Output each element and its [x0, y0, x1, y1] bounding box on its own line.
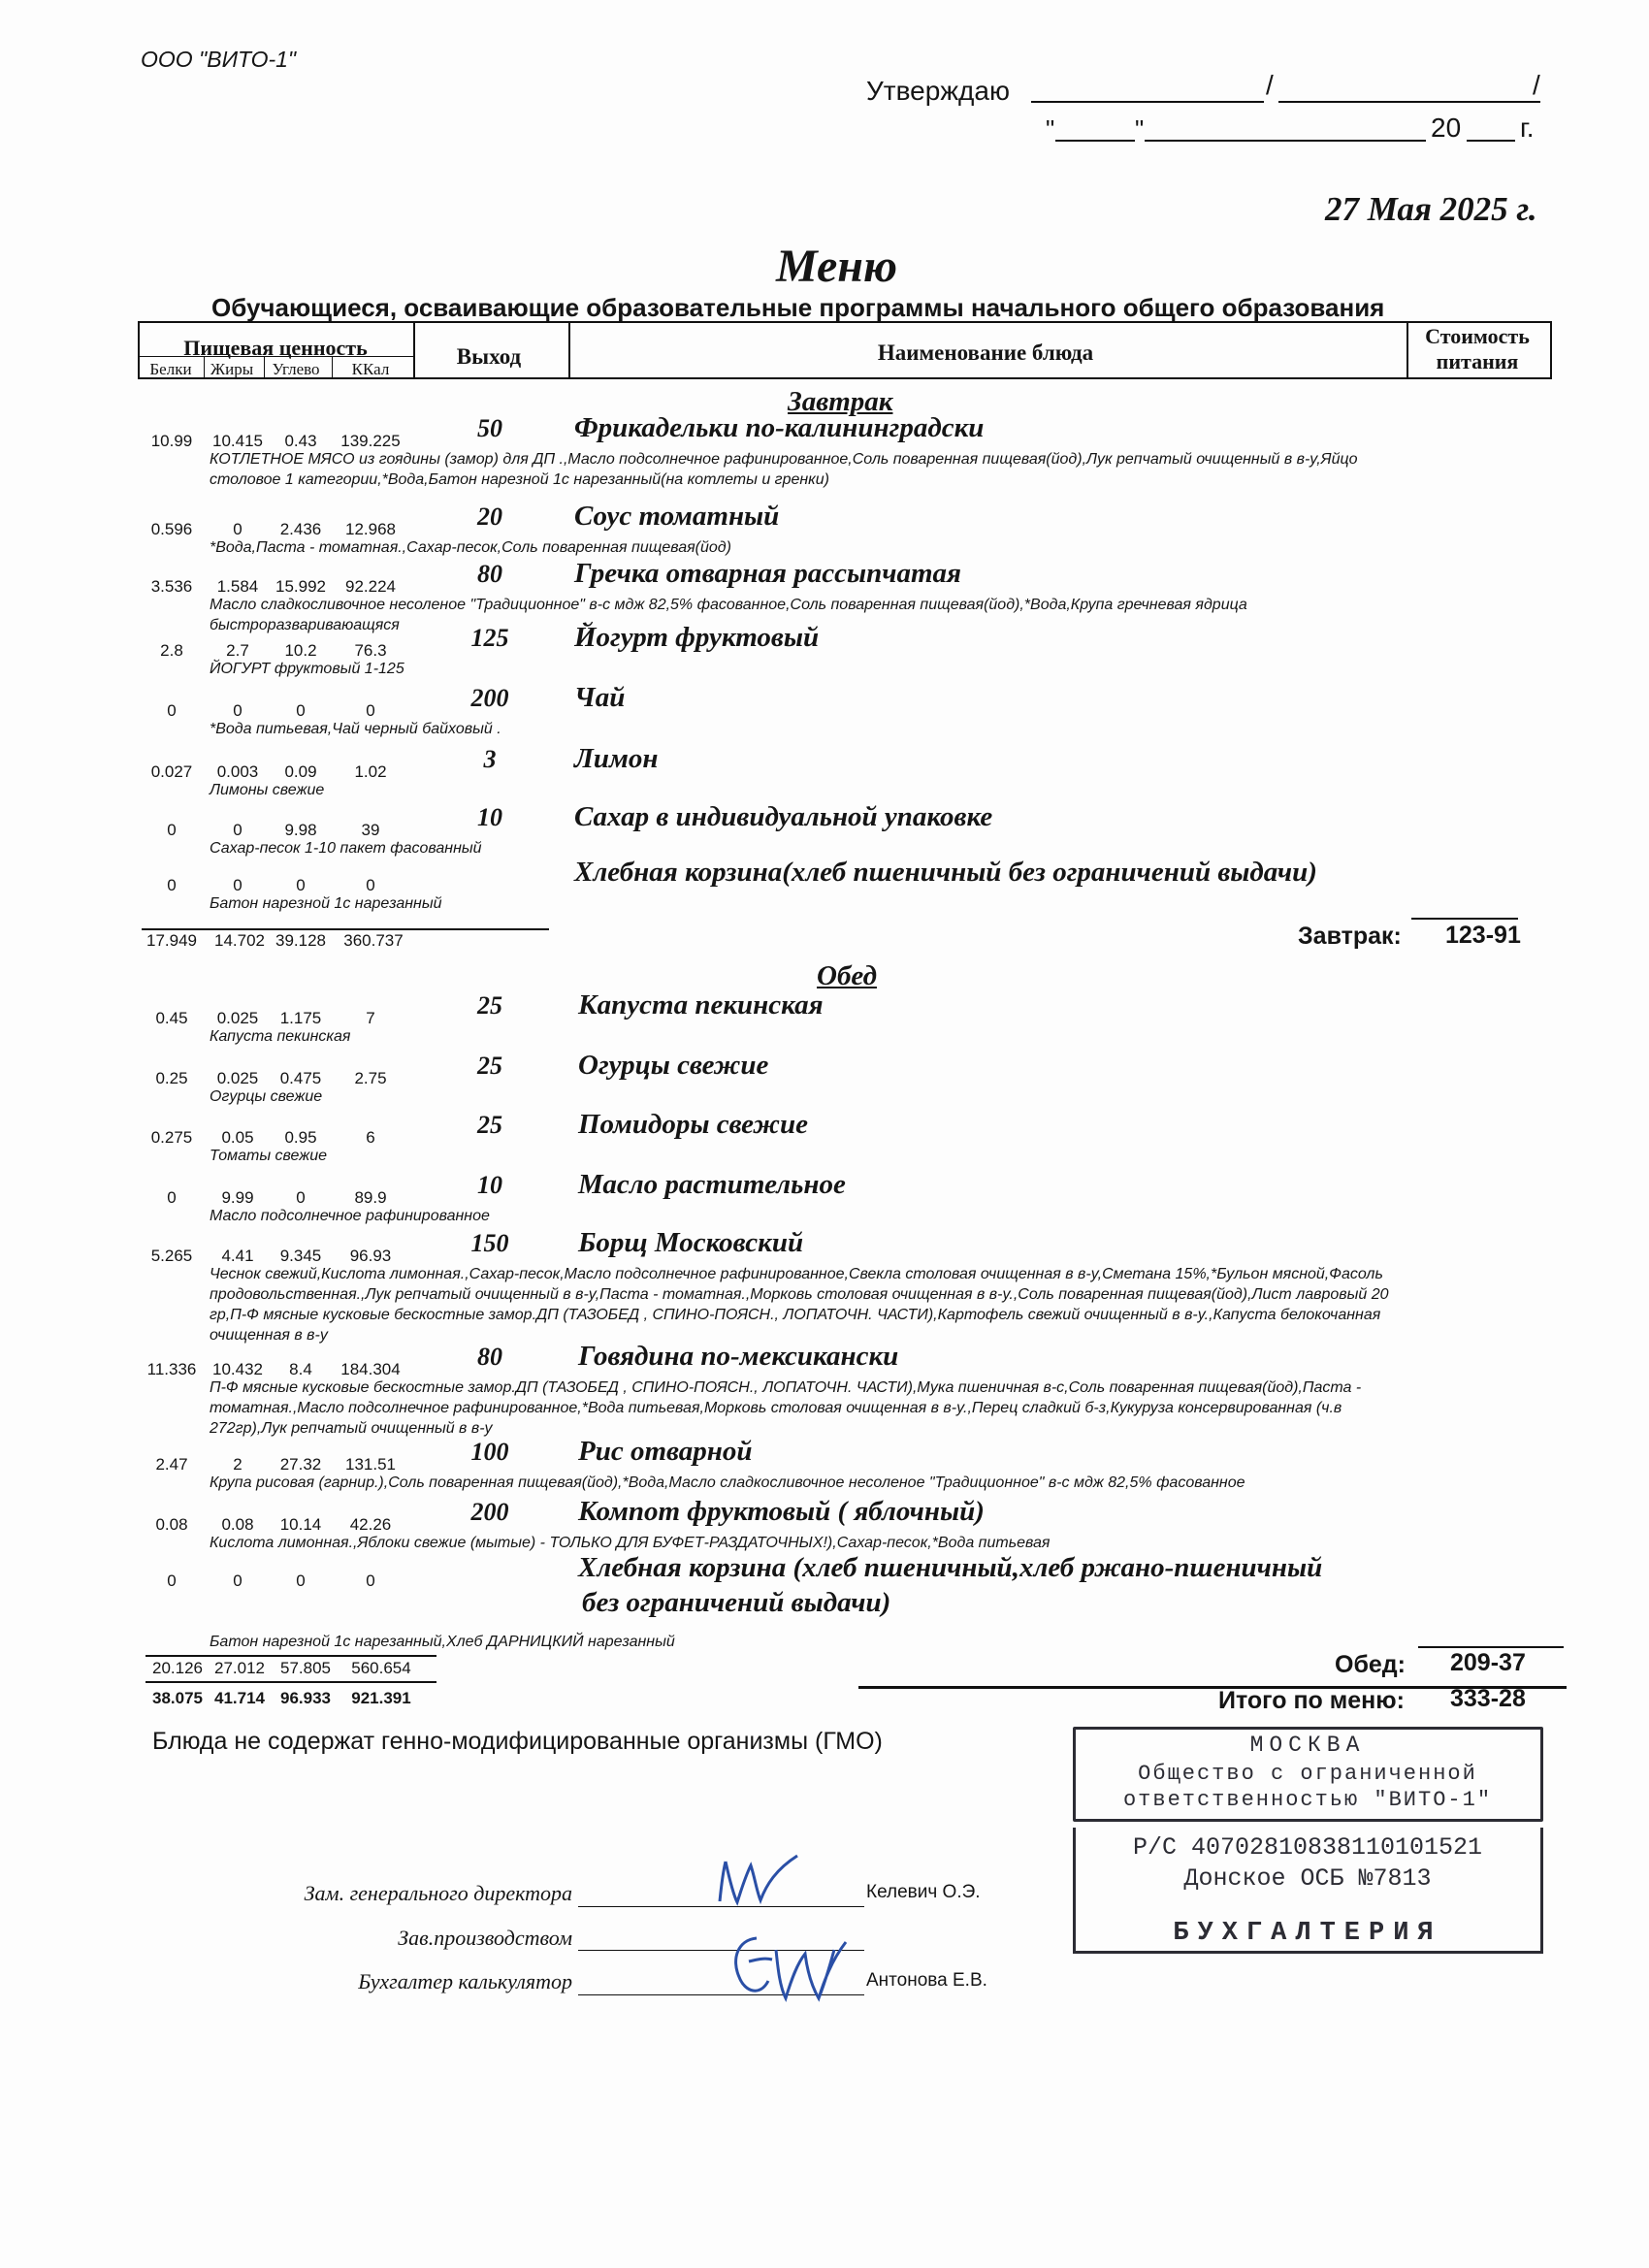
- lunch-item-c: 0.95: [284, 1128, 317, 1147]
- breakfast-item-yield: 10: [477, 803, 502, 831]
- breakfast-dish-name: Йогурт фруктовый: [574, 622, 820, 653]
- grand-total-kcal: 921.391: [351, 1689, 411, 1707]
- lunch-item-c: 8.4: [289, 1360, 312, 1378]
- breakfast-item-f: 0: [233, 701, 242, 720]
- breakfast-item-f: 0.003: [216, 762, 259, 781]
- lunch-item-k: 96.93: [349, 1247, 392, 1265]
- breakfast-item-c: 0.09: [284, 762, 317, 781]
- breakfast-dish-ingredients: ЙОГУРТ фруктовый 1-125: [210, 661, 404, 677]
- header-dish-name: Наименование блюда: [877, 340, 1094, 365]
- lunch-item-c: 0: [296, 1188, 306, 1207]
- breakfast-item-p: 0: [167, 876, 177, 894]
- lunch-dish-name: Хлебная корзина (хлеб пшеничный,хлеб ржано-пшеничный: [578, 1552, 1323, 1583]
- year-prefix: 20: [1431, 113, 1462, 143]
- lunch-dish-ingredients: очищенная в в-у: [210, 1327, 328, 1344]
- stamp-department: БУХГАЛТЕРИЯ: [1173, 1919, 1442, 1948]
- breakfast-item-yield: 80: [477, 560, 502, 588]
- lunch-total-protein: 20.126: [152, 1659, 203, 1677]
- breakfast-item-yield: 3: [483, 745, 497, 773]
- lunch-item-p: 5.265: [150, 1247, 193, 1265]
- lunch-item-f: 0.025: [216, 1009, 259, 1027]
- menu-date: 27 Мая 2025 г.: [1325, 190, 1537, 228]
- lunch-dish-name: Огурцы свежие: [578, 1050, 769, 1081]
- breakfast-item-c: 9.98: [284, 821, 317, 839]
- breakfast-dish-name: Лимон: [574, 743, 659, 774]
- header-cost-2: питания: [1436, 349, 1519, 373]
- lunch-item-p: 0.275: [150, 1128, 193, 1147]
- lunch-item-f: 4.41: [221, 1247, 254, 1265]
- lunch-dish-ingredients: П-Ф мясные кусковые бескостные замор.ДП (ТАЗОБЕД , СПИНО-ПОЯСН., ЛОПАТОЧН. ЧАСТИ),Мука пшеничная в-с,Соль поваренная пищевая(йод),Паста -: [210, 1379, 1362, 1396]
- approval-slash-end: /: [1533, 70, 1540, 100]
- gmo-note: Блюда не содержат генно-модифицированные организмы (ГМО): [152, 1728, 883, 1755]
- lunch-dish-name: Компот фруктовый ( яблочный): [578, 1496, 985, 1527]
- breakfast-item-yield: 50: [477, 414, 502, 442]
- lunch-item-yield: 80: [477, 1343, 502, 1371]
- lunch-item-f: 2: [233, 1455, 242, 1474]
- header-cost-1: Стоимость: [1425, 324, 1530, 348]
- lunch-total-carbs: 57.805: [280, 1659, 331, 1677]
- breakfast-total-carbs: 39.128: [275, 931, 326, 950]
- lunch-dish-name: Масло растительное: [578, 1169, 846, 1200]
- lunch-dish-name: Помидоры свежие: [578, 1109, 808, 1140]
- breakfast-totals-line: [142, 928, 549, 930]
- header-fat: Жиры: [210, 360, 254, 378]
- lunch-dish-ingredients: Чеснок свежий,Кислота лимонная.,Сахар-песок,Масло подсолнечное рафинированное,Свекла столовая очищенная в в-у,Сметана 15%,*Бульон мясной,Фасоль: [210, 1266, 1383, 1282]
- lunch-dish-ingredients: продовольственная.,Лук репчатый очищенный в в-у,Паста - томатная.,Морковь столовая очищенная в в-у.,Соль поваренная пищевая(йод),Лист лавровый 20: [210, 1286, 1389, 1303]
- lunch-item-c: 27.32: [279, 1455, 322, 1474]
- lunch-item-k: 184.304: [340, 1360, 401, 1378]
- breakfast-dish-ingredients: Масло сладкосливочное несоленое "Традиционное" в-с мдж 82,5% фасованное,Соль поваренная пищевая(йод),*Вода,Крупа гречневая ядрица: [210, 597, 1247, 613]
- lunch-item-k: 7: [366, 1009, 375, 1027]
- breakfast-item-c: 10.2: [284, 641, 317, 660]
- lunch-item-yield: 10: [477, 1171, 502, 1199]
- breakfast-item-k: 76.3: [354, 641, 387, 660]
- lunch-item-p: 0.08: [155, 1515, 188, 1534]
- breakfast-dish-name: Хлебная корзина(хлеб пшеничный без ограничений выдачи): [574, 857, 1317, 888]
- lunch-item-f: 0.08: [221, 1515, 254, 1534]
- signature-role-2: Зав.производством: [398, 1926, 572, 1950]
- approval-label: Утверждаю: [866, 76, 1010, 106]
- lunch-item-yield: 150: [470, 1229, 509, 1257]
- approval-slash: /: [1266, 70, 1274, 100]
- grand-total-label: Итого по меню:: [1218, 1687, 1405, 1714]
- grand-total-carbs: 96.933: [280, 1689, 331, 1707]
- lunch-item-k: 0: [366, 1571, 375, 1590]
- breakfast-item-k: 39: [361, 821, 380, 839]
- breakfast-item-c: 2.436: [279, 520, 322, 538]
- grand-total-fat: 41.714: [214, 1689, 265, 1707]
- breakfast-item-yield: 20: [477, 502, 502, 531]
- lunch-item-f: 0: [233, 1571, 242, 1590]
- breakfast-item-yield: 125: [470, 624, 509, 652]
- header-protein: Белки: [149, 360, 192, 378]
- breakfast-heading: Завтрак: [788, 386, 893, 417]
- breakfast-item-f: 0: [233, 520, 242, 538]
- breakfast-item-k: 1.02: [354, 762, 387, 781]
- lunch-item-k: 2.75: [354, 1069, 387, 1087]
- lunch-item-yield: 25: [477, 1111, 502, 1139]
- grand-total-protein: 38.075: [152, 1689, 203, 1707]
- breakfast-item-k: 12.968: [345, 520, 396, 538]
- breakfast-item-p: 0: [167, 701, 177, 720]
- breakfast-item-c: 0.43: [284, 432, 317, 450]
- breakfast-item-yield: 200: [470, 684, 509, 712]
- breakfast-dish-ingredients: *Вода,Паста - томатная.,Сахар-песок,Соль поваренная пищевая(йод): [210, 539, 731, 556]
- header-nutrition: Пищевая ценность: [183, 336, 368, 360]
- breakfast-item-f: 1.584: [216, 577, 259, 596]
- breakfast-dish-ingredients: Батон нарезной 1с нарезанный: [210, 895, 442, 912]
- breakfast-dish-ingredients: Сахар-песок 1-10 пакет фасованный: [210, 840, 482, 857]
- lunch-item-p: 0: [167, 1188, 177, 1207]
- lunch-dish-ingredients: Капуста пекинская: [210, 1028, 351, 1045]
- breakfast-total-fat: 14.702: [214, 931, 265, 950]
- breakfast-item-p: 0: [167, 821, 177, 839]
- date-quote-close: ": [1135, 114, 1145, 144]
- lunch-item-c: 10.14: [279, 1515, 322, 1534]
- stamp-org-line1: Общество с ограниченной: [1138, 1762, 1477, 1786]
- header-kcal: ККал: [351, 360, 390, 378]
- stamp-account: Р/С 40702810838110101521: [1132, 1833, 1483, 1862]
- lunch-item-yield: 100: [470, 1438, 509, 1466]
- stamp-city: МОСКВА: [1249, 1733, 1366, 1758]
- stamp-bank: Донское ОСБ №7813: [1183, 1864, 1432, 1893]
- lunch-total-kcal: 560.654: [351, 1659, 411, 1677]
- breakfast-dish-ingredients: столовое 1 категории,*Вода,Батон нарезной 1с нарезанный(на котлеты и гренки): [210, 471, 829, 488]
- lunch-dish-ingredients: Огурцы свежие: [210, 1088, 323, 1105]
- lunch-item-yield: 200: [470, 1498, 509, 1526]
- breakfast-dish-ingredients: *Вода питьевая,Чай черный байховый .: [210, 721, 501, 737]
- lunch-item-yield: 25: [477, 991, 502, 1020]
- breakfast-sum-value: 123-91: [1445, 922, 1521, 949]
- breakfast-item-p: 0.596: [150, 520, 193, 538]
- lunch-dish-ingredients: томатная.,Масло подсолнечное рафинированное,*Вода питьевая,Морковь столовая очищенная в в-у.,Перец сладкий б-з,Кукуруза консервированная (ч.в: [210, 1400, 1342, 1416]
- year-suffix: г.: [1520, 113, 1535, 143]
- breakfast-dish-ingredients: быстроразвариваюащяся: [210, 617, 400, 633]
- handwritten-signature-1: [708, 1848, 815, 1916]
- breakfast-total-protein: 17.949: [146, 931, 197, 950]
- approval-line-2: [1278, 101, 1540, 103]
- lunch-item-k: 131.51: [345, 1455, 396, 1474]
- company-stamp: [1070, 1727, 1545, 1955]
- lunch-total-fat: 27.012: [214, 1659, 265, 1677]
- breakfast-item-p: 2.8: [160, 641, 183, 660]
- breakfast-dish-ingredients: Лимоны свежие: [210, 782, 325, 798]
- lunch-dish-name: Капуста пекинская: [578, 989, 824, 1021]
- lunch-item-k: 6: [366, 1128, 375, 1147]
- lunch-item-c: 9.345: [279, 1247, 322, 1265]
- lunch-dish-ingredients: гр,П-Ф мясные кусковые бескостные замор.ДП (ТАЗОБЕД , СПИНО-ПОЯСН., ЛОПАТОЧН. ЧАСТИ),Картофель свежий очищенный в в-у.,Капуста белокочанная: [210, 1307, 1381, 1323]
- breakfast-item-f: 0: [233, 821, 242, 839]
- lunch-dish-ingredients: Кислота лимонная.,Яблоки свежие (мытые) - ТОЛЬКО ДЛЯ БУФЕТ-РАЗДАТОЧНЫХ!),Сахар-песок,*Вода питьевая: [210, 1535, 1051, 1551]
- breakfast-dish-name: Соус томатный: [574, 501, 780, 532]
- lunch-item-c: 0: [296, 1571, 306, 1590]
- stamp-org-line2: ответственностью "ВИТО-1": [1122, 1788, 1493, 1812]
- breakfast-total-kcal: 360.737: [343, 931, 404, 950]
- date-quote-open: ": [1046, 114, 1055, 144]
- header-carbs: Углево: [272, 360, 320, 378]
- breakfast-item-p: 3.536: [150, 577, 193, 596]
- breakfast-item-k: 0: [366, 701, 375, 720]
- lunch-sum-label: Обед:: [1335, 1651, 1406, 1678]
- lunch-sum-value: 209-37: [1450, 1649, 1526, 1676]
- lunch-item-c: 0.475: [279, 1069, 322, 1087]
- lunch-dish-ingredients: 272гр),Лук репчатый очищенный в в-у: [210, 1420, 493, 1437]
- breakfast-item-k: 139.225: [340, 432, 401, 450]
- breakfast-dish-name: Гречка отварная рассыпчатая: [574, 558, 961, 589]
- breakfast-dish-name: Чай: [574, 682, 626, 713]
- breakfast-dish-name: Фрикадельки по-калининградски: [574, 412, 985, 443]
- date-month-line: [1145, 140, 1426, 142]
- breakfast-item-k: 92.224: [345, 577, 396, 596]
- lunch-sum-line: [1418, 1646, 1564, 1648]
- breakfast-item-k: 0: [366, 876, 375, 894]
- lunch-item-p: 0.45: [155, 1009, 188, 1027]
- breakfast-item-f: 0: [233, 876, 242, 894]
- lunch-dish-name: Борщ Московский: [578, 1227, 804, 1258]
- signature-role-1: Зам. генерального директора: [304, 1881, 572, 1905]
- organization-name: ООО "ВИТО-1": [141, 47, 297, 72]
- lunch-dish-ingredients: Томаты свежие: [210, 1148, 328, 1164]
- lunch-item-k: 42.26: [349, 1515, 392, 1534]
- year-line: [1467, 140, 1515, 142]
- breakfast-dish-ingredients: КОТЛЕТНОЕ МЯСО из гоядины (замор) для ДП .,Масло подсолнечное рафинированное,Соль поваренная пищевая(йод),Лук репчатый очищенный в в-у,Яйцо: [210, 451, 1358, 468]
- lunch-dish-ingredients: Крупа рисовая (гарнир.),Соль поваренная пищевая(йод),*Вода,Масло сладкосливочное несоленое "Традиционное" в-с мдж 82,5% фасованное: [210, 1474, 1245, 1491]
- lunch-dish-ingredients: Батон нарезной 1с нарезанный,Хлеб ДАРНИЦКИЙ нарезанный: [210, 1634, 675, 1650]
- lunch-item-yield: 25: [477, 1052, 502, 1080]
- lunch-item-f: 9.99: [221, 1188, 254, 1207]
- lunch-totals-line: [146, 1655, 436, 1657]
- lunch-item-c: 1.175: [279, 1009, 322, 1027]
- lunch-item-k: 89.9: [354, 1188, 387, 1207]
- breakfast-item-f: 10.415: [212, 432, 263, 450]
- breakfast-item-p: 10.99: [150, 432, 193, 450]
- approval-line-1: [1031, 101, 1264, 103]
- breakfast-sum-label: Завтрак:: [1298, 923, 1402, 950]
- lunch-item-p: 0: [167, 1571, 177, 1590]
- page-title: Меню: [776, 241, 897, 292]
- lunch-item-p: 0.25: [155, 1069, 188, 1087]
- lunch-dish-name: Говядина по-мексикански: [578, 1341, 899, 1372]
- breakfast-item-f: 2.7: [226, 641, 249, 660]
- breakfast-item-c: 15.992: [275, 577, 326, 596]
- breakfast-item-c: 0: [296, 876, 306, 894]
- signature-role-3: Бухгалтер калькулятор: [358, 1969, 572, 1993]
- lunch-item-f: 0.05: [221, 1128, 254, 1147]
- page-subtitle: Обучающиеся, осваивающие образовательные программы начального общего образования: [211, 293, 1385, 322]
- breakfast-item-p: 0.027: [150, 762, 193, 781]
- lunch-dish-ingredients: Масло подсолнечное рафинированное: [210, 1208, 490, 1224]
- lunch-item-f: 0.025: [216, 1069, 259, 1087]
- date-day-line: [1055, 140, 1135, 142]
- breakfast-item-c: 0: [296, 701, 306, 720]
- breakfast-sum-line: [1411, 918, 1518, 920]
- grand-total-value: 333-28: [1450, 1685, 1526, 1712]
- lunch-item-p: 2.47: [155, 1455, 188, 1474]
- signature-name-3: Антонова Е.В.: [866, 1970, 987, 1991]
- lunch-item-f: 10.432: [212, 1360, 263, 1378]
- signature-name-1: Келевич О.Э.: [866, 1882, 981, 1902]
- lunch-heading: Обед: [817, 960, 877, 991]
- lunch-item-p: 11.336: [146, 1360, 197, 1378]
- handwritten-signature-2: [718, 1921, 863, 2018]
- header-yield: Выход: [456, 344, 522, 369]
- breakfast-dish-name: Сахар в индивидуальной упаковке: [574, 801, 993, 832]
- lunch-dish-name-cont: без ограничений выдачи): [582, 1587, 891, 1618]
- lunch-dish-name: Рис отварной: [578, 1436, 753, 1467]
- grand-totals-line: [146, 1681, 436, 1683]
